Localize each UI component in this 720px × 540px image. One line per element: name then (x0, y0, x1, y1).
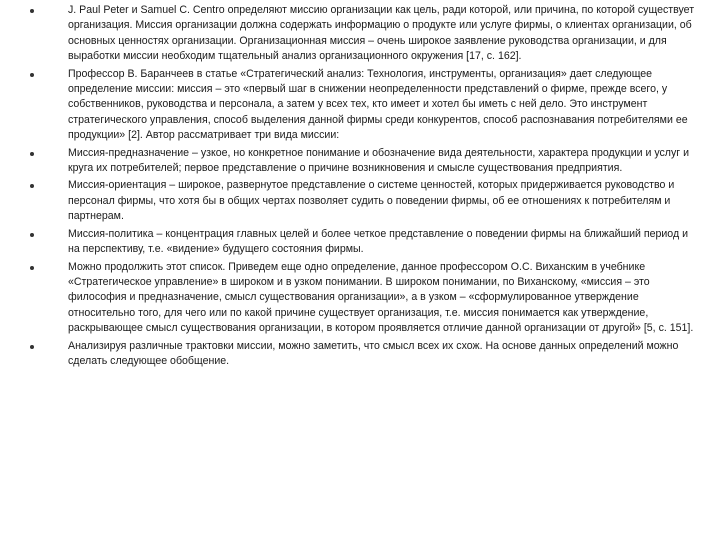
bullet-dot-icon (30, 152, 34, 156)
bullet-text: Миссия-предназначение – узкое, но конкретное понимание и обозначение вида деятельности, характера продукции и услуг и круга их потребителей; первое представление о причине возникновения и смысле существования предприятия. (68, 146, 690, 175)
bullet-dot-icon (30, 184, 34, 188)
bullet-item (30, 67, 696, 144)
bullet-list (30, 3, 696, 371)
bullet-text: Профессор В. Баранчеев в статье «Стратегический анализ: Технология, инструменты, организация» дает следующее определение миссии: миссия – это «первый шаг в снижении неопределенности представлений о фирме, прежде всего, у собственников, руководства и персонала, а затем у всех тех, кто имеет и хотел бы иметь с ней дело. Это инструмент стратегического управления, способ выделения данной фирмы среди конкурентов, способ распознавания потребителями ее продукции» [2]. Автор рассматривает три вида миссии: (68, 67, 688, 142)
bullet-item (30, 178, 696, 224)
bullet-item (30, 227, 696, 258)
bullet-dot-icon (30, 233, 34, 237)
bullet-dot-icon (30, 9, 34, 13)
bullet-text: Анализируя различные трактовки миссии, можно заметить, что смысл всех их схож. На основе данных определений можно сделать следующее обобщение. (68, 339, 679, 367)
bullet-item (30, 146, 696, 177)
bullet-text: Миссия-политика – концентрация главных целей и более четкое представление о поведении фирмы на ближайший период и на перспективу, т.е. «видение» будущего состояния фирмы. (68, 227, 688, 256)
bullet-text: Можно продолжить этот список. Приведем еще одно определение, данное профессором О.С. Виханским в учебнике «Стратегическое управление» в широком и в узком понимании. В широком понимании, по Виханскому, «миссия – это философия и предназначение, смысл существования организации», а в узком – «сформулированное утверждение относительно того, для чего или по какой причине существует организация, т.е. миссия понимается как утверждение, раскрывающее смысл существования организации, в котором проявляется отличие данной организации от другой» [5, с. 151]. (68, 260, 694, 335)
bullet-item (30, 3, 696, 65)
bullet-dot-icon (30, 345, 34, 349)
bullet-item (30, 339, 696, 370)
bullet-dot-icon (30, 266, 34, 270)
bullet-text: Миссия-ориентация – широкое, развернутое представление о системе ценностей, которых придерживается руководство и персонал фирмы, что хотя бы в общих чертах позволяет судить о поведении фирмы, об ее отношениях к потребителям и партнерам. (68, 179, 675, 223)
bullet-item (30, 260, 696, 337)
bullet-dot-icon (30, 73, 34, 77)
bullet-text: J. Paul Peter и Samuel C. Centro определяют миссию организации как цель, ради которой, или причина, по которой существует организация. Миссия организации должна содержать информацию о продукте или услуге фирмы, о клиентах организации, об основных ценностях организации. Организационная миссия – очень широкое заявление руководства организации, и для выработки миссии необходим тщательный анализ организационного окружения [17, с. 162]. (68, 4, 695, 63)
